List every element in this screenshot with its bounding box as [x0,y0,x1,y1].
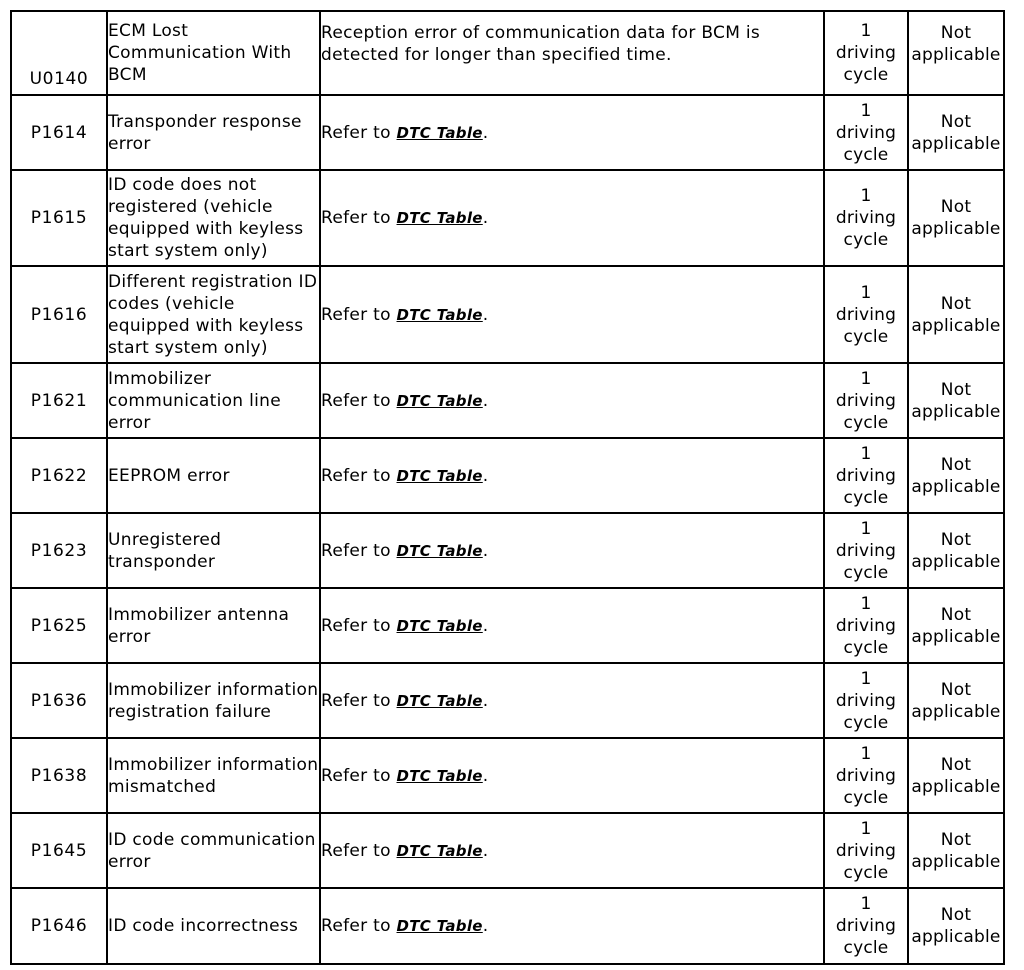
refer-text: Refer to [321,615,397,636]
check-lamp [908,813,1004,888]
cycle-word: driving [835,615,897,636]
check-lamp [908,438,1004,513]
cycle-word: driving [835,304,897,325]
detecting-condition [320,888,824,964]
detecting-condition [320,95,824,170]
cycle-unit: cycle [843,144,889,165]
refer-text: Refer to [321,304,397,325]
dtc-table-link[interactable]: DTC Table [396,541,483,560]
table-row [11,813,1004,888]
driving-cycle [824,888,908,964]
refer-text: Refer to [321,390,397,411]
detecting-condition: Reception error of communication data for BCM is detected for longer than specified time. [320,11,824,95]
check-applicable: applicable [911,851,1001,872]
detecting-condition [320,513,824,588]
refer-text: Refer to [321,916,397,936]
refer-text: Refer to [321,540,397,561]
dtc-table-link[interactable]: DTC Table [396,766,483,785]
cycle-count: 1 [860,518,872,539]
driving-cycle [824,266,908,363]
check-applicable: applicable [911,776,1001,797]
table-row [11,513,1004,588]
driving-cycle [824,813,908,888]
cycle-count: 1 [860,443,872,464]
cycle-word: driving [835,765,897,786]
refer-text: Refer to [321,690,397,711]
check-not: Not [940,829,972,850]
cycle-count: 1 [860,100,872,121]
table-row [11,588,1004,663]
cycle-word: driving [835,465,897,486]
check-lamp [908,95,1004,170]
period: . [482,304,489,325]
period: . [482,690,489,711]
detecting-condition [320,266,824,363]
refer-text: Refer to [321,122,397,143]
period: . [482,765,489,786]
dtc-table-link[interactable]: DTC Table [396,691,483,710]
driving-cycle [824,363,908,438]
check-applicable: applicable [911,45,1001,65]
dtc-table-link[interactable]: DTC Table [396,841,483,860]
driving-cycle [824,11,908,95]
table-row [11,363,1004,438]
dtc-table-link[interactable]: DTC Table [396,391,483,410]
dtc-description: ID code incorrectness [107,888,320,964]
detecting-condition [320,438,824,513]
driving-cycle [824,738,908,813]
dtc-description: Immobilizer information mismatched [107,738,320,813]
refer-text: Refer to [321,840,397,861]
dtc-code: P1636 [11,663,107,738]
table-row [11,663,1004,738]
dtc-description: ECM Lost Communication With BCM [107,11,320,95]
dtc-code: P1621 [11,363,107,438]
cycle-word: driving [835,122,897,143]
refer-text: Refer to [321,465,397,486]
check-not: Not [940,293,972,314]
check-lamp [908,738,1004,813]
check-not: Not [940,197,972,217]
check-not: Not [940,454,972,475]
refer-text: Refer to [321,208,397,228]
dtc-description: ID code does not registered (vehicle equipped with keyless start system only) [107,170,320,266]
check-lamp [908,170,1004,266]
check-lamp [908,11,1004,95]
driving-cycle [824,663,908,738]
detecting-condition [320,588,824,663]
dtc-table-link[interactable]: DTC Table [396,466,483,485]
check-not: Not [940,23,972,43]
check-applicable: applicable [911,219,1001,239]
cycle-unit: cycle [843,712,889,733]
dtc-table-link[interactable]: DTC Table [396,209,483,227]
dtc-code: P1623 [11,513,107,588]
period: . [482,390,489,411]
check-not: Not [940,529,972,550]
cycle-count: 1 [860,894,872,914]
check-lamp [908,588,1004,663]
period: . [482,916,489,936]
check-not: Not [940,679,972,700]
check-applicable: applicable [911,315,1001,336]
dtc-description: Unregistered transponder [107,513,320,588]
period: . [482,840,489,861]
cycle-unit: cycle [843,862,889,883]
cycle-count: 1 [860,368,872,389]
dtc-description: Immobilizer information registration failure [107,663,320,738]
cycle-unit: cycle [843,487,889,508]
cycle-unit: cycle [843,230,889,250]
driving-cycle [824,95,908,170]
dtc-code: P1638 [11,738,107,813]
period: . [482,540,489,561]
detecting-condition [320,813,824,888]
period: . [482,122,489,143]
table-row [11,888,1004,964]
check-applicable: applicable [911,401,1001,422]
check-lamp [908,513,1004,588]
dtc-table-link[interactable]: DTC Table [396,616,483,635]
cycle-word: driving [835,840,897,861]
dtc-description: EEPROM error [107,438,320,513]
dtc-table-link[interactable]: DTC Table [396,123,483,142]
check-lamp [908,663,1004,738]
driving-cycle [824,513,908,588]
cycle-word: driving [835,390,897,411]
cycle-count: 1 [860,593,872,614]
cycle-word: driving [835,540,897,561]
cycle-count: 1 [860,668,872,689]
cycle-unit: cycle [843,562,889,583]
check-not: Not [940,604,972,625]
dtc-table-link[interactable]: DTC Table [396,917,483,935]
dtc-description: Different registration ID codes (vehicle equipped with keyless start system only) [107,266,320,363]
cycle-word: driving [835,43,897,63]
cycle-word: driving [835,690,897,711]
period: . [482,465,489,486]
cycle-count: 1 [860,818,872,839]
check-applicable: applicable [911,927,1001,947]
dtc-code: P1614 [11,95,107,170]
detecting-condition [320,738,824,813]
dtc-table-link[interactable]: DTC Table [396,305,483,324]
period: . [482,615,489,636]
table-row [11,438,1004,513]
cycle-count: 1 [860,743,872,764]
cycle-word: driving [835,208,897,228]
check-applicable: applicable [911,626,1001,647]
dtc-description: Transponder response error [107,95,320,170]
driving-cycle [824,588,908,663]
dtc-description: Immobilizer antenna error [107,588,320,663]
table-row [11,266,1004,363]
dtc-code: P1616 [11,266,107,363]
detecting-condition [320,663,824,738]
check-applicable: applicable [911,701,1001,722]
detecting-condition [320,363,824,438]
dtc-code: P1645 [11,813,107,888]
dtc-code: P1622 [11,438,107,513]
detecting-condition [320,170,824,266]
cycle-count: 1 [860,186,872,206]
cycle-unit: cycle [843,637,889,658]
dtc-code: P1625 [11,588,107,663]
table-row [11,11,1004,95]
refer-text: Refer to [321,765,397,786]
check-not: Not [940,754,972,775]
cycle-unit: cycle [843,412,889,433]
dtc-description: ID code communication error [107,813,320,888]
cycle-unit: cycle [843,938,889,958]
dtc-code: U0140 [11,11,107,95]
dtc-description: Immobilizer communication line error [107,363,320,438]
cycle-count: 1 [860,21,872,41]
driving-cycle [824,170,908,266]
table-row [11,95,1004,170]
check-lamp [908,363,1004,438]
check-lamp [908,888,1004,964]
period: . [482,208,489,228]
check-applicable: applicable [911,476,1001,497]
table-row [11,738,1004,813]
cycle-word: driving [835,916,897,936]
cycle-count: 1 [860,282,872,303]
check-applicable: applicable [911,133,1001,154]
cycle-unit: cycle [843,65,889,85]
table-row [11,170,1004,266]
cycle-unit: cycle [843,326,889,347]
check-applicable: applicable [911,551,1001,572]
dtc-code: P1615 [11,170,107,266]
cycle-unit: cycle [843,787,889,808]
check-lamp [908,266,1004,363]
check-not: Not [940,111,972,132]
dtc-table [10,10,1005,965]
driving-cycle [824,438,908,513]
dtc-code: P1646 [11,888,107,964]
check-not: Not [940,379,972,400]
check-not: Not [940,905,972,925]
